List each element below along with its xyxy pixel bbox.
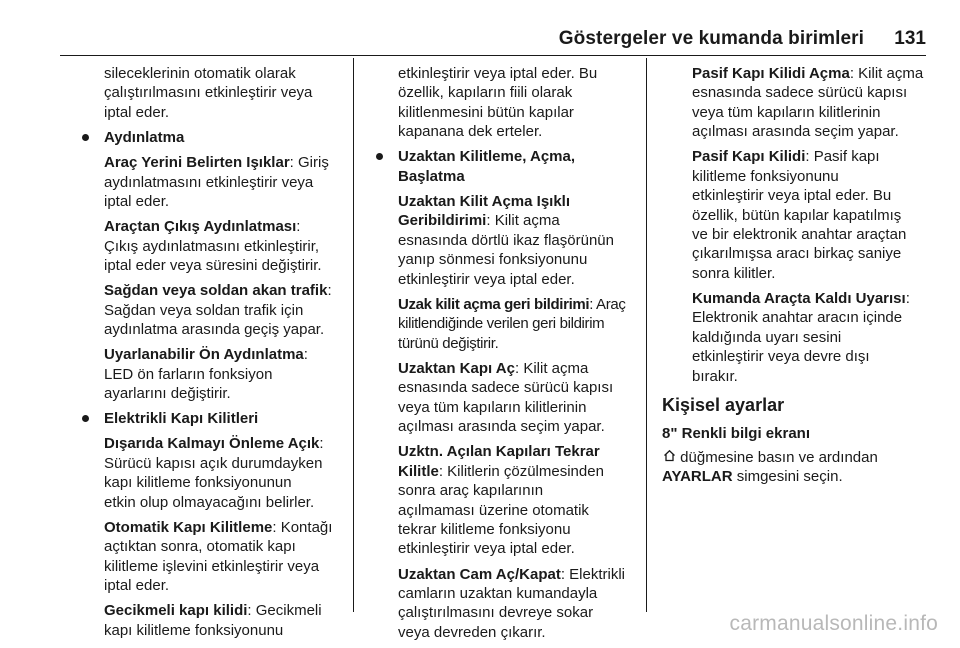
item-uzktn-tekrar-kilitle: Uzktn. Açılan Kapıları Tekrar Kilitle: Kilitlerin çözülmesinden sonra araç kapılarının açılmaması üzerine otomatik tekrar kilitleme fonksiyonu etkinleştirir veya iptal eder. bbox=[398, 443, 604, 558]
item-disarida-kalmayi: Dışarıda Kalmayı Önleme Açık: Sürücü kapısı açık durumdayken kapı kilitleme fonksiyonunun etkin olup olmayacağını belirler. bbox=[104, 435, 324, 511]
watermark: carmanualsonline.info bbox=[729, 612, 938, 635]
column-1 bbox=[60, 64, 348, 646]
bullet-dot bbox=[376, 153, 383, 160]
page-number: 131 bbox=[894, 28, 926, 49]
item-kumanda-uyari: Kumanda Araçta Kaldı Uyarısı: Elektronik anahtar aracın içinde kaldığında uyarı sesini etkinleştirir veya devre dışı bırakır. bbox=[692, 290, 910, 385]
bullet-dot bbox=[82, 415, 89, 422]
sub-heading: 8" Renkli bilgi ekranı bbox=[662, 424, 810, 442]
bullet-aydinlatma: Aydınlatma bbox=[60, 128, 348, 147]
instruction-text: düğmesine basın ve ardından AYARLAR simgesini seçin. bbox=[662, 448, 878, 486]
item-aractan-cikis: Araçtan Çıkış Aydınlatması: Çıkış aydınlatmasını etkinleştirir, iptal eder veya süresini değiştirir. bbox=[104, 218, 322, 275]
section-heading: Kişisel ayarlar bbox=[662, 395, 785, 416]
item-uzaktan-kilit-acma-isikli: Uzaktan Kilit Açma Işıklı Geribildirimi: Kilit açma esnasında dörtlü ikaz flaşörünün yanıp sönmesi fonksiyonunu etkinleştirir veya iptal eder. bbox=[398, 193, 614, 288]
column-3 bbox=[662, 64, 952, 493]
page-header bbox=[60, 28, 926, 50]
item-pasif-kilit-acma: Pasif Kapı Kilidi Açma: Kilit açma esnasında sadece sürücü kapısı veya tüm kapıların kilitlerinin açılması arasında seçim yapar. bbox=[692, 65, 924, 141]
item-gecikmeli: Gecikmeli kapı kilidi: Gecikmeli kapı kilitleme fonksiyonunu bbox=[104, 602, 322, 639]
header-rule bbox=[60, 55, 926, 56]
bullet-uzaktan: Uzaktan Kilitleme, Açma, Başlatma bbox=[354, 147, 646, 186]
bullet-kapi-kilitleri: Elektrikli Kapı Kilitleri bbox=[60, 409, 348, 428]
column-2 bbox=[354, 64, 646, 648]
item-uyarlanabilir: Uyarlanabilir Ön Aydınlatma: LED ön farların fonksiyon ayarlarını değiştirir. bbox=[104, 346, 308, 403]
item-sagdan-soldan: Sağdan veya soldan akan trafik: Sağdan veya soldan trafik için aydınlatma arasında geçiş yapar. bbox=[104, 282, 332, 339]
home-icon bbox=[662, 448, 676, 467]
item-uzaktan-kapi-ac: Uzaktan Kapı Aç: Kilit açma esnasında sadece sürücü kapısı veya tüm kapıların kilitlerinin açılması arasında seçim yapar. bbox=[398, 359, 614, 436]
page-title: Göstergeler ve kumanda birimleri bbox=[558, 28, 864, 49]
column-divider-2 bbox=[646, 58, 647, 612]
col1-intro: sileceklerinin otomatik olarak çalıştırılmasını etkinleştirir veya iptal eder. bbox=[104, 65, 313, 121]
col2-intro: etkinleştirir veya iptal eder. Bu özellik, kapıların fiili olarak kilitlenmesini bütün kapılar kapanana dek erteler. bbox=[398, 65, 598, 141]
item-uzaktan-cam: Uzaktan Cam Aç/Kapat: Elektrikli camların uzaktan kumandayla çalıştırılmasını devreye sokar veya devreden çıkarır. bbox=[398, 565, 626, 641]
item-uzak-kilit-geri-bildirim: Uzak kilit açma geri bildirimi: Araç kilitlendiğinde verilen geri bildirim türünü değiştirir. bbox=[398, 295, 626, 352]
item-arac-yerini: Araç Yerini Belirten Işıklar: Giriş aydınlatmasını etkinleştirir veya iptal eder. bbox=[104, 154, 329, 211]
item-otomatik-kapi: Otomatik Kapı Kilitleme: Kontağı açtıktan sonra, otomatik kapı kilitleme işlevini etkinleştirir veya iptal eder. bbox=[104, 518, 333, 595]
item-pasif-kilit: Pasif Kapı Kilidi: Pasif kapı kilitleme fonksiyonunu etkinleştirir veya iptal eder. Bu özellik, bütün kapılar kapatılmış ve bir elektronik anahtar araçtan çıkarılmışsa aracı birkaç saniye sonra kilitler. bbox=[692, 148, 907, 282]
bullet-dot bbox=[82, 134, 89, 141]
